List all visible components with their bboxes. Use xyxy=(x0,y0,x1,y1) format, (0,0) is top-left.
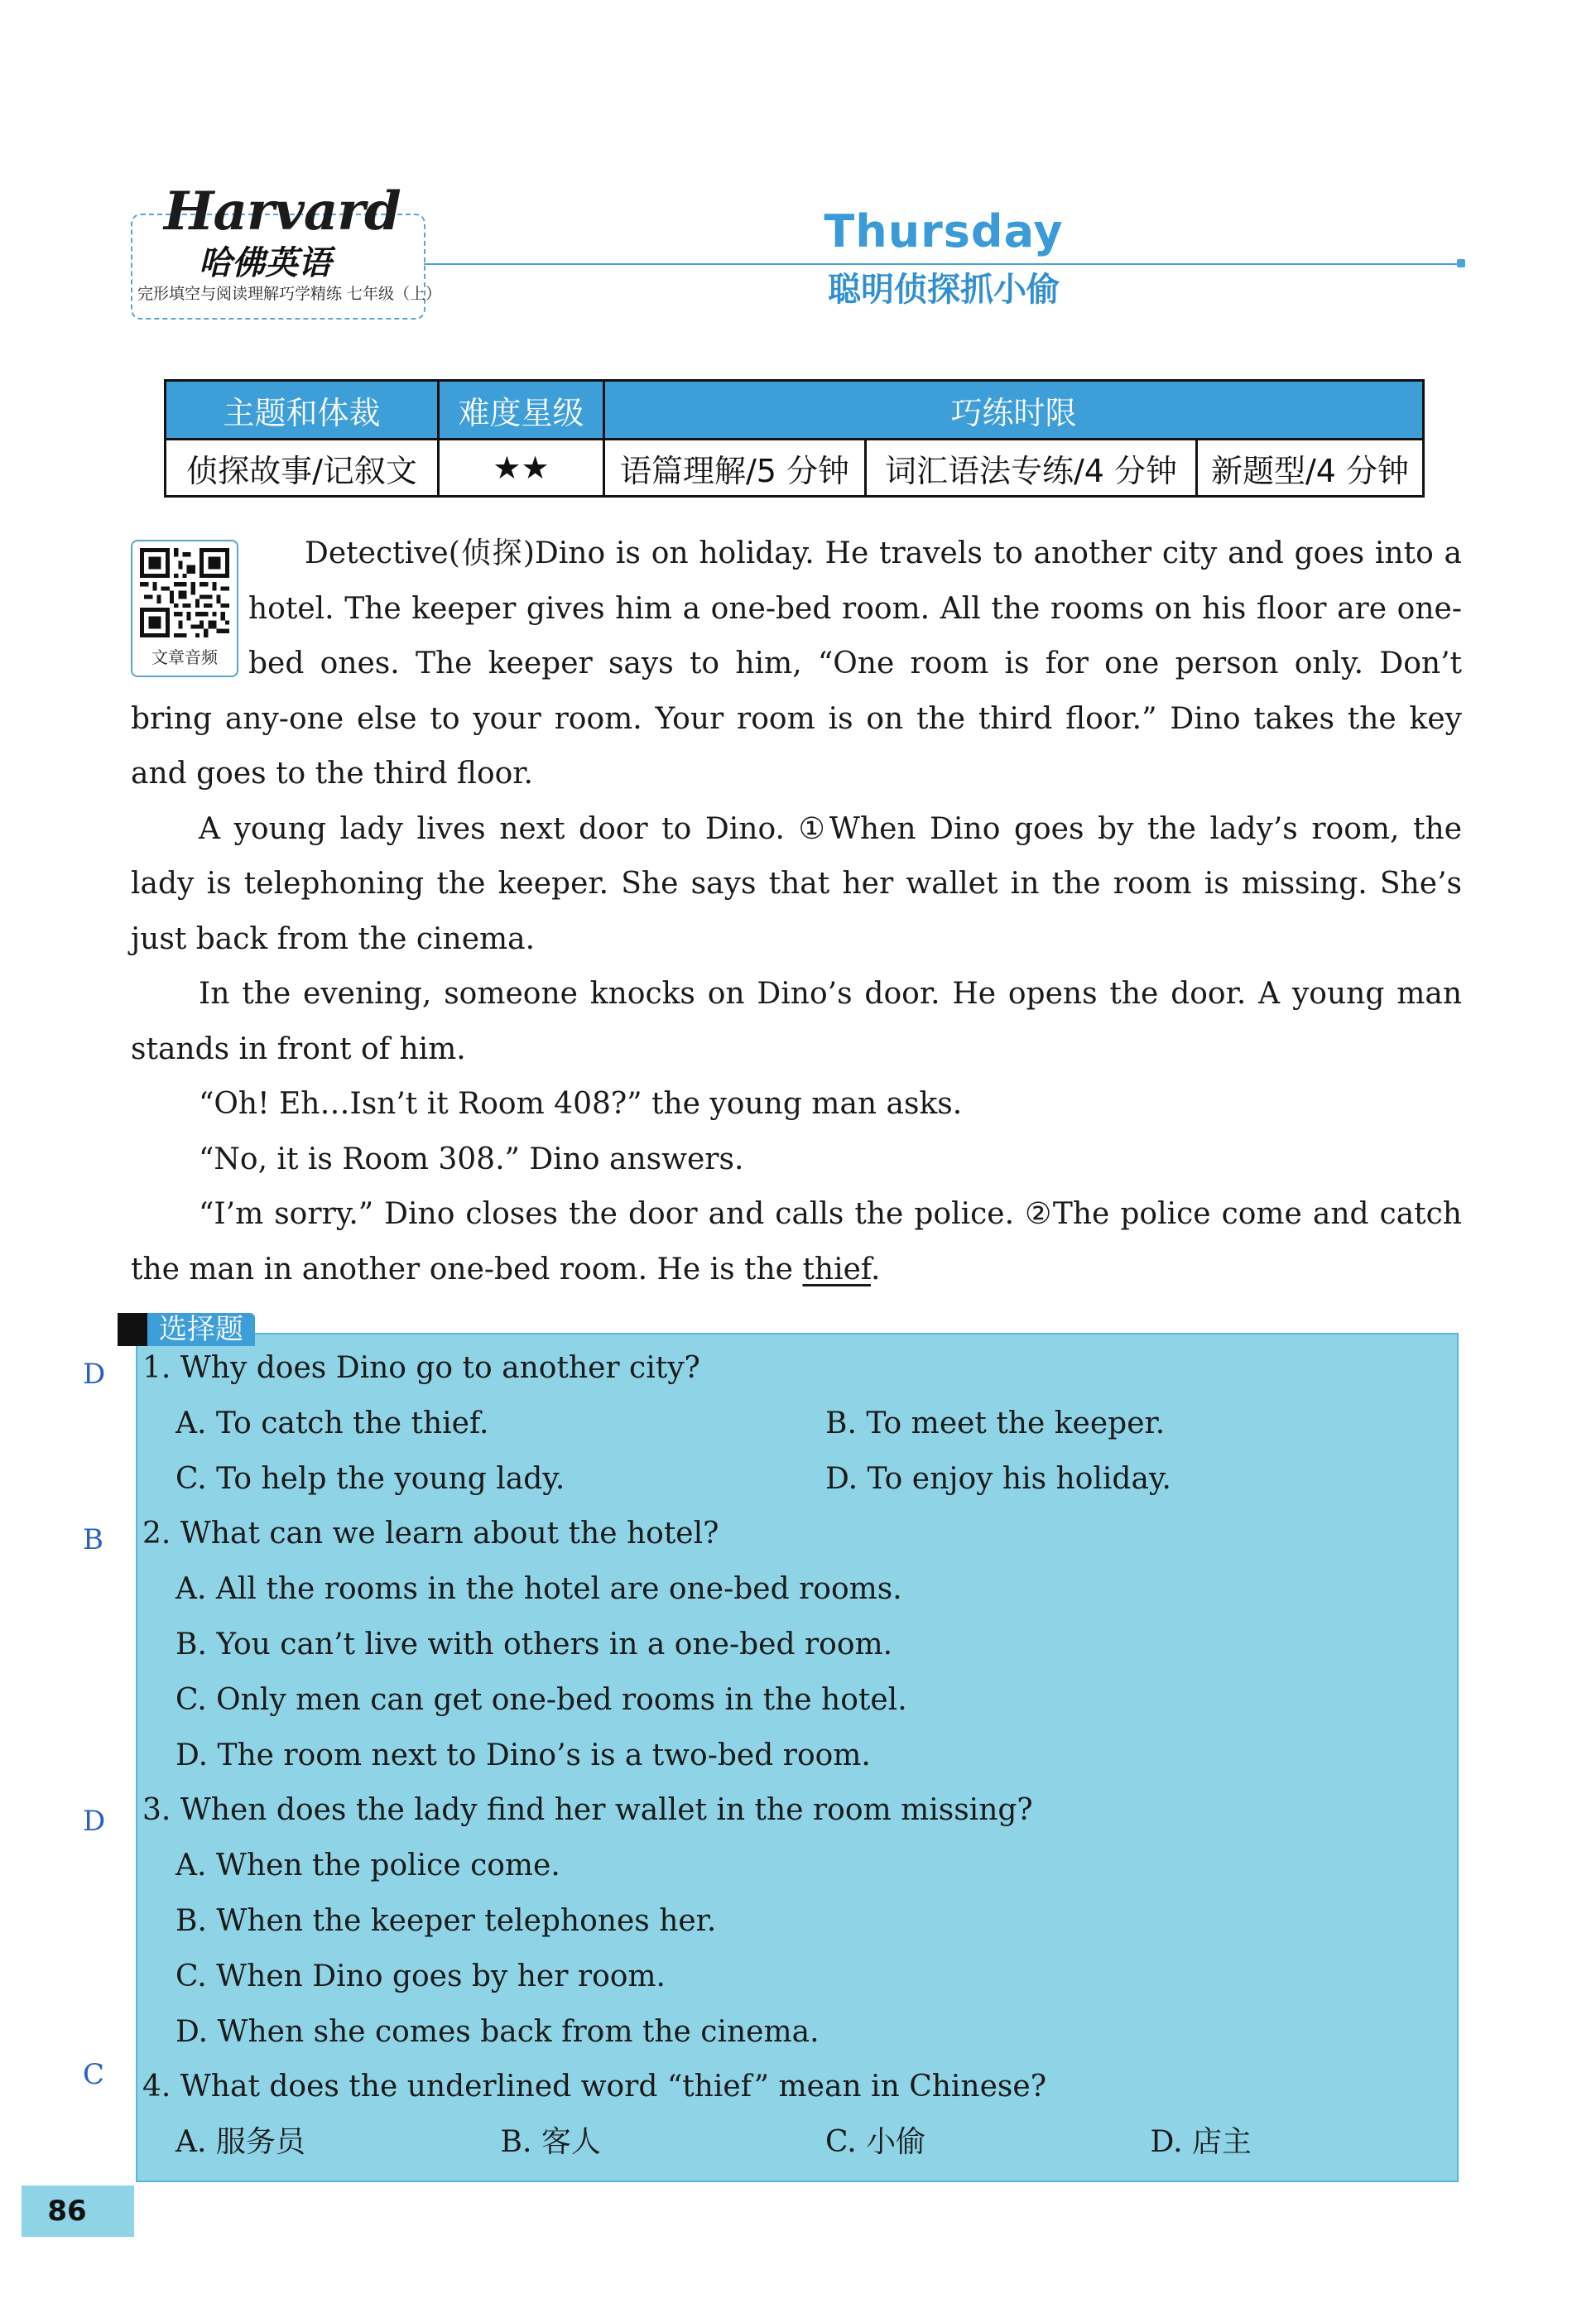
question-2-option-a[interactable]: A. All the rooms in the hotel are one-bed rooms. xyxy=(175,1572,902,1606)
header-theme: 主题和体裁 xyxy=(166,381,439,440)
passage-paragraph-6 xyxy=(131,1187,1462,1297)
question-4-option-c[interactable]: C. 小偷 xyxy=(825,2125,926,2159)
qr-spacer xyxy=(131,527,248,689)
cell-new-type-time: 新题型/4 分钟 xyxy=(1197,440,1424,497)
question-1-option-c[interactable]: C. To help the young lady. xyxy=(175,1462,565,1496)
passage-text-6a: “I’m sorry.” Dino closes the door and calls the police. ②The police come and catch the man in another one-bed room. He is the xyxy=(131,1197,1462,1286)
question-4-option-d[interactable]: D. 店主 xyxy=(1150,2125,1252,2159)
answer-4: C xyxy=(83,2058,105,2091)
header-day: Thursday xyxy=(824,205,1064,257)
info-table xyxy=(164,379,1425,498)
answer-3: D xyxy=(83,1805,106,1838)
question-1-options-row-1 xyxy=(142,1396,1442,1451)
logo-chinese: 哈佛英语 xyxy=(199,244,331,282)
header-topic: 聪明侦探抓小偷 xyxy=(828,271,1060,309)
logo-subtitle: 完形填空与阅读理解巧学精练 七年级（上） xyxy=(137,285,442,303)
question-3-option-a[interactable]: A. When the police come. xyxy=(175,1849,560,1883)
question-3-option-b[interactable]: B. When the keeper telephones her. xyxy=(175,1904,717,1938)
question-4-stem: 4. What does the underlined word “thief” mean in Chinese? xyxy=(142,2070,1047,2104)
passage-paragraph-3: In the evening, someone knocks on Dino’s door. He opens the door. A young man stands in front of him. xyxy=(131,977,1462,1066)
answer-2: B xyxy=(83,1523,103,1556)
header-rule-dot xyxy=(1457,259,1465,267)
header-difficulty: 难度星级 xyxy=(439,381,604,440)
question-1-options-row-2 xyxy=(142,1451,1442,1507)
question-3-option-c[interactable]: C. When Dino goes by her room. xyxy=(175,1960,666,1993)
question-4-option-b[interactable]: B. 客人 xyxy=(500,2125,601,2159)
question-2-option-d[interactable]: D. The room next to Dino’s is a two-bed room. xyxy=(175,1738,871,1772)
cell-vocab-time: 词汇语法专练/4 分钟 xyxy=(866,440,1197,497)
question-3-stem: 3. When does the lady find her wallet in the room missing? xyxy=(142,1793,1033,1827)
question-1-stem: 1. Why does Dino go to another city? xyxy=(142,1351,700,1385)
questions-list xyxy=(142,1341,1442,2170)
cell-difficulty-stars: ★★ xyxy=(439,440,604,497)
passage-paragraph-5: “No, it is Room 308.” Dino answers. xyxy=(199,1142,744,1176)
reading-passage xyxy=(131,527,1462,1297)
question-3-option-d[interactable]: D. When she comes back from the cinema. xyxy=(175,2015,820,2049)
underlined-word-thief: thief xyxy=(802,1252,871,1286)
question-1-option-d[interactable]: D. To enjoy his holiday. xyxy=(825,1462,1171,1496)
question-2-option-c[interactable]: C. Only men can get one-bed rooms in the hotel. xyxy=(175,1683,907,1717)
header-time-limit: 巧练时限 xyxy=(604,381,1424,440)
question-1-option-a[interactable]: A. To catch the thief. xyxy=(175,1407,489,1440)
answer-1: D xyxy=(83,1358,106,1391)
cell-reading-time: 语篇理解/5 分钟 xyxy=(604,440,866,497)
page-number: 86 xyxy=(47,2195,87,2228)
question-4-option-a[interactable]: A. 服务员 xyxy=(175,2125,305,2159)
logo-harvard: Harvard xyxy=(164,180,401,243)
cell-theme: 侦探故事/记叙文 xyxy=(166,440,439,497)
question-2-stem: 2. What can we learn about the hotel? xyxy=(142,1517,719,1551)
passage-paragraph-2: A young lady lives next door to Dino. ①When Dino goes by the lady’s room, the lady is telephoning the keeper. She says that her wallet in the room is missing. She’s just back from the cinema. xyxy=(131,811,1462,956)
question-1-option-b[interactable]: B. To meet the keeper. xyxy=(825,1407,1166,1440)
qr-label: 文章音频 xyxy=(151,647,218,667)
question-4-options-row xyxy=(142,2114,1442,2170)
passage-text-6b: . xyxy=(870,1252,881,1286)
passage-paragraph-1 xyxy=(131,527,1462,802)
passage-text-1: Detective(侦探)Dino is on holiday. He travels to another city and goes into a hotel. The keeper gives him a one-bed room. All the rooms on his floor are one-bed ones. The keeper says to him, “One room is for one person only. Don’t bring any-one else to your room. Your room is on the third floor.” Dino takes the key and goes to the third floor. xyxy=(131,536,1462,791)
section-label: 选择题 xyxy=(147,1313,255,1346)
passage-paragraph-4: “Oh! Eh…Isn’t it Room 408?” the young man asks. xyxy=(199,1087,963,1121)
question-2-option-b[interactable]: B. You can’t live with others in a one-bed room. xyxy=(175,1628,893,1661)
